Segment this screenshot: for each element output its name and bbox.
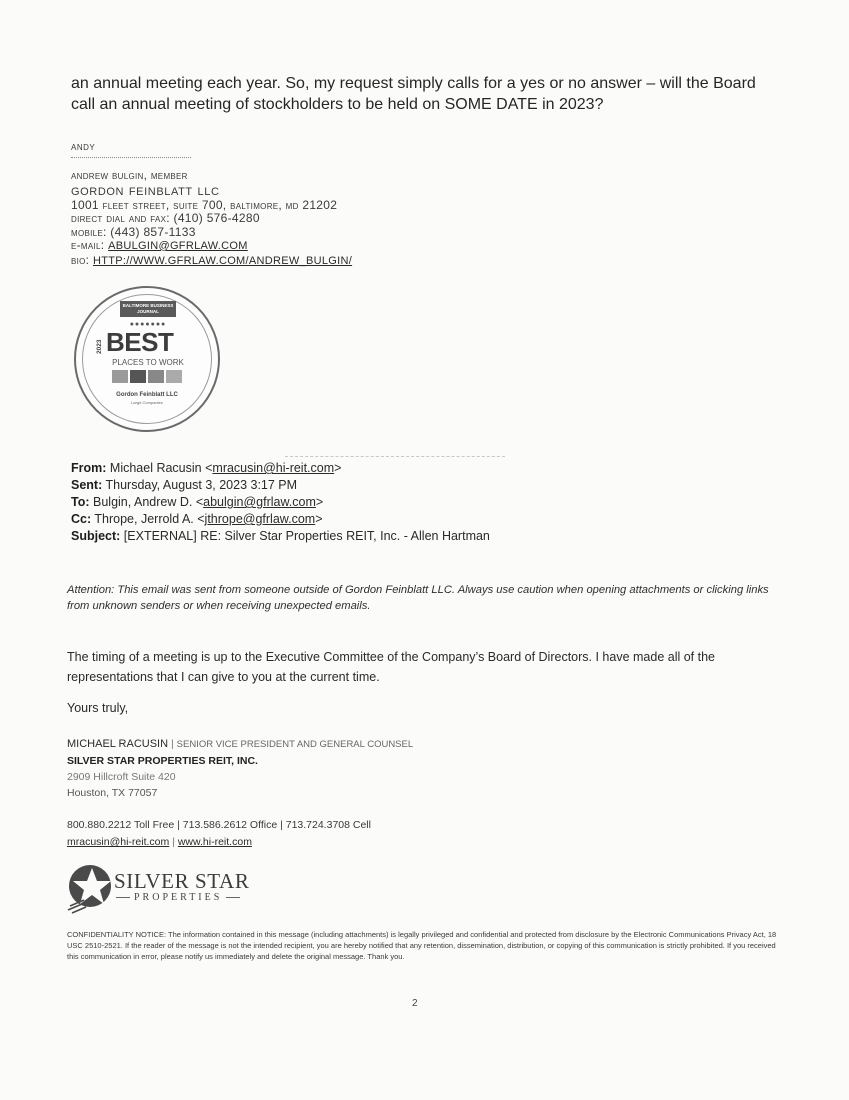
from-row: From: Michael Racusin <mracusin@hi-reit.com>: [71, 461, 342, 475]
logo-name: SILVER STAR: [114, 869, 250, 893]
badge-company: Gordon Feinblatt LLC: [116, 392, 178, 398]
reply-signature-email-link[interactable]: mracusin@hi-reit.com: [67, 836, 170, 848]
reply-signature-company: SILVER STAR PROPERTIES REIT, INC.: [67, 755, 258, 767]
logo-tagline-row: [116, 892, 256, 903]
reply-signature-links: mracusin@hi-reit.com | www.hi-reit.com: [67, 836, 252, 848]
cc-email-link[interactable]: jthrope@gfrlaw.com: [204, 512, 316, 526]
signature-address: 1001 fleet street, suite 700, baltimore, md 21202: [71, 197, 338, 212]
reply-signature-name: MICHAEL RACUSIN: [67, 738, 169, 750]
sent-label: Sent:: [71, 478, 103, 492]
signature-bio-link[interactable]: HTTP://WWW.GFRLAW.COM/ANDREW_BULGIN/: [92, 254, 353, 267]
badge-places: PLACES TO WORK: [112, 358, 184, 367]
badge-best: BEST: [106, 327, 174, 357]
badge-tiles: [112, 370, 182, 383]
signature-mobile: mobile: (443) 857-1133: [71, 224, 196, 239]
signature-direct-dial: direct dial and fax: (410) 576-4280: [71, 211, 260, 225]
reply-signature-city: Houston, TX 77057: [67, 787, 158, 799]
silver-star-logo: [66, 862, 266, 914]
reply-signature-street: 2909 Hillcroft Suite 420: [67, 771, 176, 783]
from-label: From:: [71, 461, 107, 475]
email-header: [71, 460, 771, 545]
star-icon: [66, 862, 118, 914]
badge-category: Large Companies: [131, 400, 163, 405]
subject-row: [71, 528, 771, 545]
confidentiality-notice: CONFIDENTIALITY NOTICE: The information contained in this message (including attachments) is legally privileged and confidential and protected from disclosure by the Electronic Communications Privacy Act, 18 USC 2510-2521. If the reader of the message is not the intended recipient, you are hereby notified that any retention, dissemination, distribution, or copying of this communication is strictly prohibited. If you received this communication in error, please notify us immediately and delete the original message. Thank you.: [67, 930, 777, 961]
badge-year: 2023: [96, 339, 103, 354]
signature-name-title: andrew bulgin, member: [71, 168, 188, 182]
from-email-link[interactable]: mracusin@hi-reit.com: [212, 461, 335, 475]
signature-email-link[interactable]: ABULGIN@GFRLAW.COM: [108, 240, 248, 252]
sent-row: [71, 477, 771, 494]
reply-signature-name-row: MICHAEL RACUSIN | SENIOR VICE PRESIDENT AND GENERAL COUNSEL: [67, 738, 414, 750]
signature-bio-label: bio:: [71, 252, 90, 267]
reply-signature: [67, 736, 667, 801]
to-label: To:: [71, 495, 90, 509]
subject-label: Subject:: [71, 529, 121, 543]
reply-body: The timing of a meeting is up to the Executive Committee of the Company’s Board of Directors. I have made all of the representations that I can give to you at the current time.: [67, 650, 716, 684]
to-name: Bulgin, Andrew D.: [93, 495, 193, 509]
cc-row: Cc: Thrope, Jerrold A. <jthrope@gfrlaw.com>: [71, 512, 323, 526]
signature-firm: gordon feinblatt llc: [71, 181, 220, 199]
reply-signature-website-link[interactable]: www.hi-reit.com: [177, 836, 252, 848]
reply-closing: Yours truly,: [67, 701, 129, 715]
subject-value: [EXTERNAL] RE: Silver Star Properties REIT, Inc. - Allen Hartman: [123, 529, 490, 543]
badge-publication: BALTIMORE BUSINESS JOURNAL: [120, 301, 176, 317]
signature-email-label: e-mail:: [71, 238, 105, 252]
header-separator: [285, 456, 505, 457]
sender-signature: [71, 139, 491, 268]
badge-dots: ●●●●●●●: [129, 321, 167, 328]
cc-label: Cc:: [71, 512, 92, 526]
signature-bio-row: [71, 254, 491, 269]
to-row: To: Bulgin, Andrew D. <abulgin@gfrlaw.com>: [71, 495, 324, 509]
external-attention-notice: Attention: This email was sent from someone outside of Gordon Feinblatt LLC. Always use caution when opening attachments or clicking links from unknown senders or when receiving unexpected emails.: [67, 584, 769, 612]
signature-email-row: [71, 239, 491, 254]
cc-name: Thrope, Jerrold A.: [94, 512, 194, 526]
signature-nickname: andy: [71, 139, 96, 153]
continued-paragraph: an annual meeting each year. So, my request simply calls for a yes or no answer – will the Board call an annual meeting of stockholders to be held on SOME DATE in 2023?: [71, 75, 756, 113]
reply-signature-phones: 800.880.2212 Toll Free | 713.586.2612 Office | 713.724.3708 Cell: [67, 819, 371, 831]
logo-tagline: PROPERTIES: [134, 892, 223, 903]
signature-divider: [71, 157, 191, 158]
best-places-badge: [74, 286, 220, 432]
sent-value: Thursday, August 3, 2023 3:17 PM: [105, 478, 298, 492]
page-number: 2: [412, 998, 418, 1009]
to-email-link[interactable]: abulgin@gfrlaw.com: [203, 495, 316, 509]
reply-signature-title: SENIOR VICE PRESIDENT AND GENERAL COUNSEL: [176, 739, 414, 750]
from-name: Michael Racusin: [109, 461, 202, 475]
